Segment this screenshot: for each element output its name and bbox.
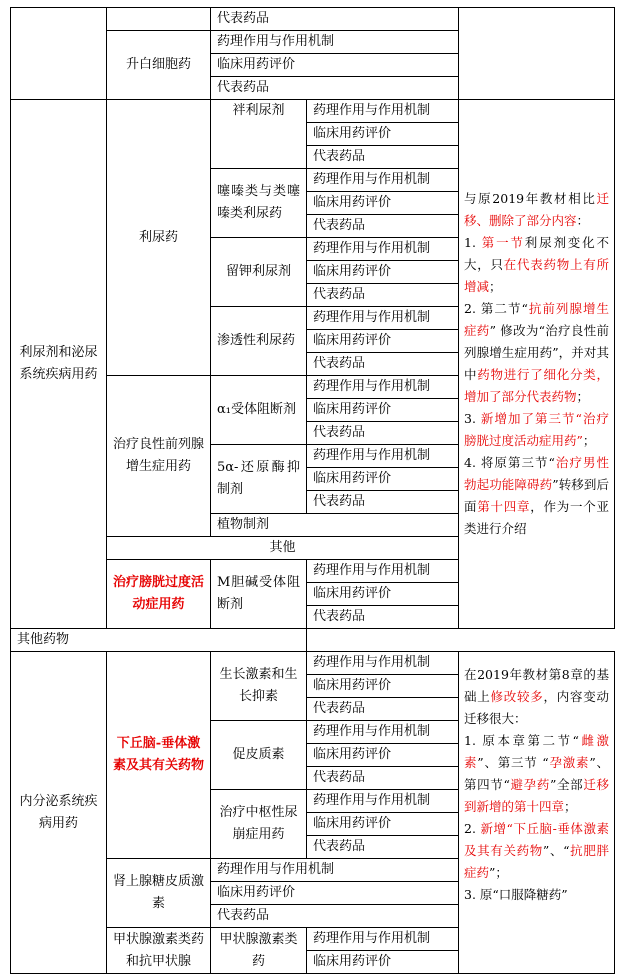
cell-leaf: 临床用药评价 [307, 744, 459, 767]
cell-leaf: 代表药品 [307, 767, 459, 790]
cell-leaf: 代表药品 [211, 905, 459, 928]
cell-leaf: 临床用药评价 [211, 54, 459, 77]
cell-diuretics-system: 利尿剂和泌尿系统疾病用药 [11, 100, 107, 629]
cell-leaf: 代表药品 [307, 353, 459, 376]
cell-thiazide: 噻嗪类与类噻嗪类利尿药 [211, 169, 307, 238]
cell-thyroid: 甲状腺激素类药和抗甲状腺 [107, 928, 211, 974]
cell-corticotropin: 促皮质素 [211, 721, 307, 790]
cell-leaf: 临床用药评价 [307, 192, 459, 215]
cell-thyroid-hormone: 甲状腺激素类药 [211, 928, 307, 974]
cell-osmotic: 渗透性利尿药 [211, 307, 307, 376]
cell-leaf: 临床用药评价 [211, 882, 459, 905]
cell-other: 其他 [107, 537, 459, 560]
cell-leaf: 药理作用与作用机制 [307, 376, 459, 399]
cell-leaf: 药理作用与作用机制 [307, 790, 459, 813]
cell-leaf: 临床用药评价 [307, 583, 459, 606]
cell-leaf: 药理作用与作用机制 [307, 238, 459, 261]
cell-leaf: 临床用药评价 [307, 813, 459, 836]
cell-leaf: 代表药品 [307, 606, 459, 629]
cell-leaf: 药理作用与作用机制 [211, 31, 459, 54]
cell-leaf: 临床用药评价 [307, 261, 459, 284]
cell-five-alpha: 5α-还原酶抑制剂 [211, 445, 307, 514]
cell-m-choline: M胆碱受体阻断剂 [211, 560, 307, 629]
cell-leaf: 代表药品 [211, 8, 459, 31]
cell-leaf: 代表药品 [307, 836, 459, 859]
cell-leaf: 药理作用与作用机制 [307, 721, 459, 744]
note-diuretics: 与原2019年教材相比迁移、删除了部分内容： 1. 第一节利尿剂变化不大，只在代表药物上有所增减； 2. 第二节“抗前列腺增生症药” 修改为“治疗良性前列腺增生症用药”，并对其中药物进行了细化分类，增加了部分代表药物； 3. 新增加了第三节“治疗膀胱过度活动症用药”； 4. 将原第三节“治疗男性勃起功能障碍药”转移到后面第十四章，作为一个亚类进行介绍 [459, 100, 615, 629]
cell-hypothalamus: 下丘脑-垂体激素及其有关药物 [107, 652, 211, 859]
cell-leaf: 代表药品 [307, 146, 459, 169]
cell-leaf: 代表药品 [307, 284, 459, 307]
cell-leaf: 药理作用与作用机制 [307, 560, 459, 583]
cell-leaf: 临床用药评价 [307, 951, 459, 974]
cell-leaf: 药理作用与作用机制 [307, 445, 459, 468]
cell-leaf: 临床用药评价 [307, 675, 459, 698]
cell-adrenal: 肾上腺糖皮质激素 [107, 859, 211, 928]
cell-leaf: 临床用药评价 [307, 468, 459, 491]
cell-empty-note [459, 8, 615, 100]
cell-leukocyte: 升白细胞药 [107, 31, 211, 100]
cell-leaf: 代表药品 [307, 698, 459, 721]
cell-diuretic: 利尿药 [107, 100, 211, 376]
cell-leaf: 代表药品 [307, 491, 459, 514]
cell-leaf: 药理作用与作用机制 [211, 859, 459, 882]
cell-other-drugs: 其他药物 [11, 629, 307, 652]
cell-endocrine: 内分泌系统疾病用药 [11, 652, 107, 974]
cell-bladder: 治疗膀胱过度活动症用药 [107, 560, 211, 629]
cell-empty-b [107, 8, 211, 31]
cell-leaf: 临床用药评价 [307, 399, 459, 422]
cell-k-sparing: 留钾利尿剂 [211, 238, 307, 307]
cell-gh: 生长激素和生长抑素 [211, 652, 307, 721]
cell-leaf: 临床用药评价 [307, 123, 459, 146]
cell-leaf: 药理作用与作用机制 [307, 307, 459, 330]
cell-cdi: 治疗中枢性尿崩症用药 [211, 790, 307, 859]
cell-empty-a [11, 8, 107, 100]
cell-leaf: 药理作用与作用机制 [307, 169, 459, 192]
syllabus-table [10, 7, 615, 974]
cell-leaf: 药理作用与作用机制 [307, 100, 459, 123]
cell-alpha1: α₁受体阻断剂 [211, 376, 307, 445]
cell-leaf: 代表药品 [211, 77, 459, 100]
cell-leaf: 药理作用与作用机制 [307, 928, 459, 951]
cell-leaf: 药理作用与作用机制 [307, 652, 459, 675]
cell-plant: 植物制剂 [211, 514, 459, 537]
cell-leaf: 代表药品 [307, 215, 459, 238]
cell-bph: 治疗良性前列腺增生症用药 [107, 376, 211, 537]
cell-leaf: 临床用药评价 [307, 330, 459, 353]
cell-leaf: 代表药品 [307, 422, 459, 445]
note-endocrine: 在2019年教材第8章的基础上修改较多，内容变动迁移很大： 1. 原本章第二节“雌激素”、第三节 “孕激素”、第四节“避孕药”全部迁移到新增的第十四章； 2. 新增“下丘脑-垂体激素及其有关药物”、“抗肥胖症药”； 3. 原“口服降糖药” [459, 652, 615, 974]
cell-loop: 袢利尿剂 [211, 100, 307, 169]
